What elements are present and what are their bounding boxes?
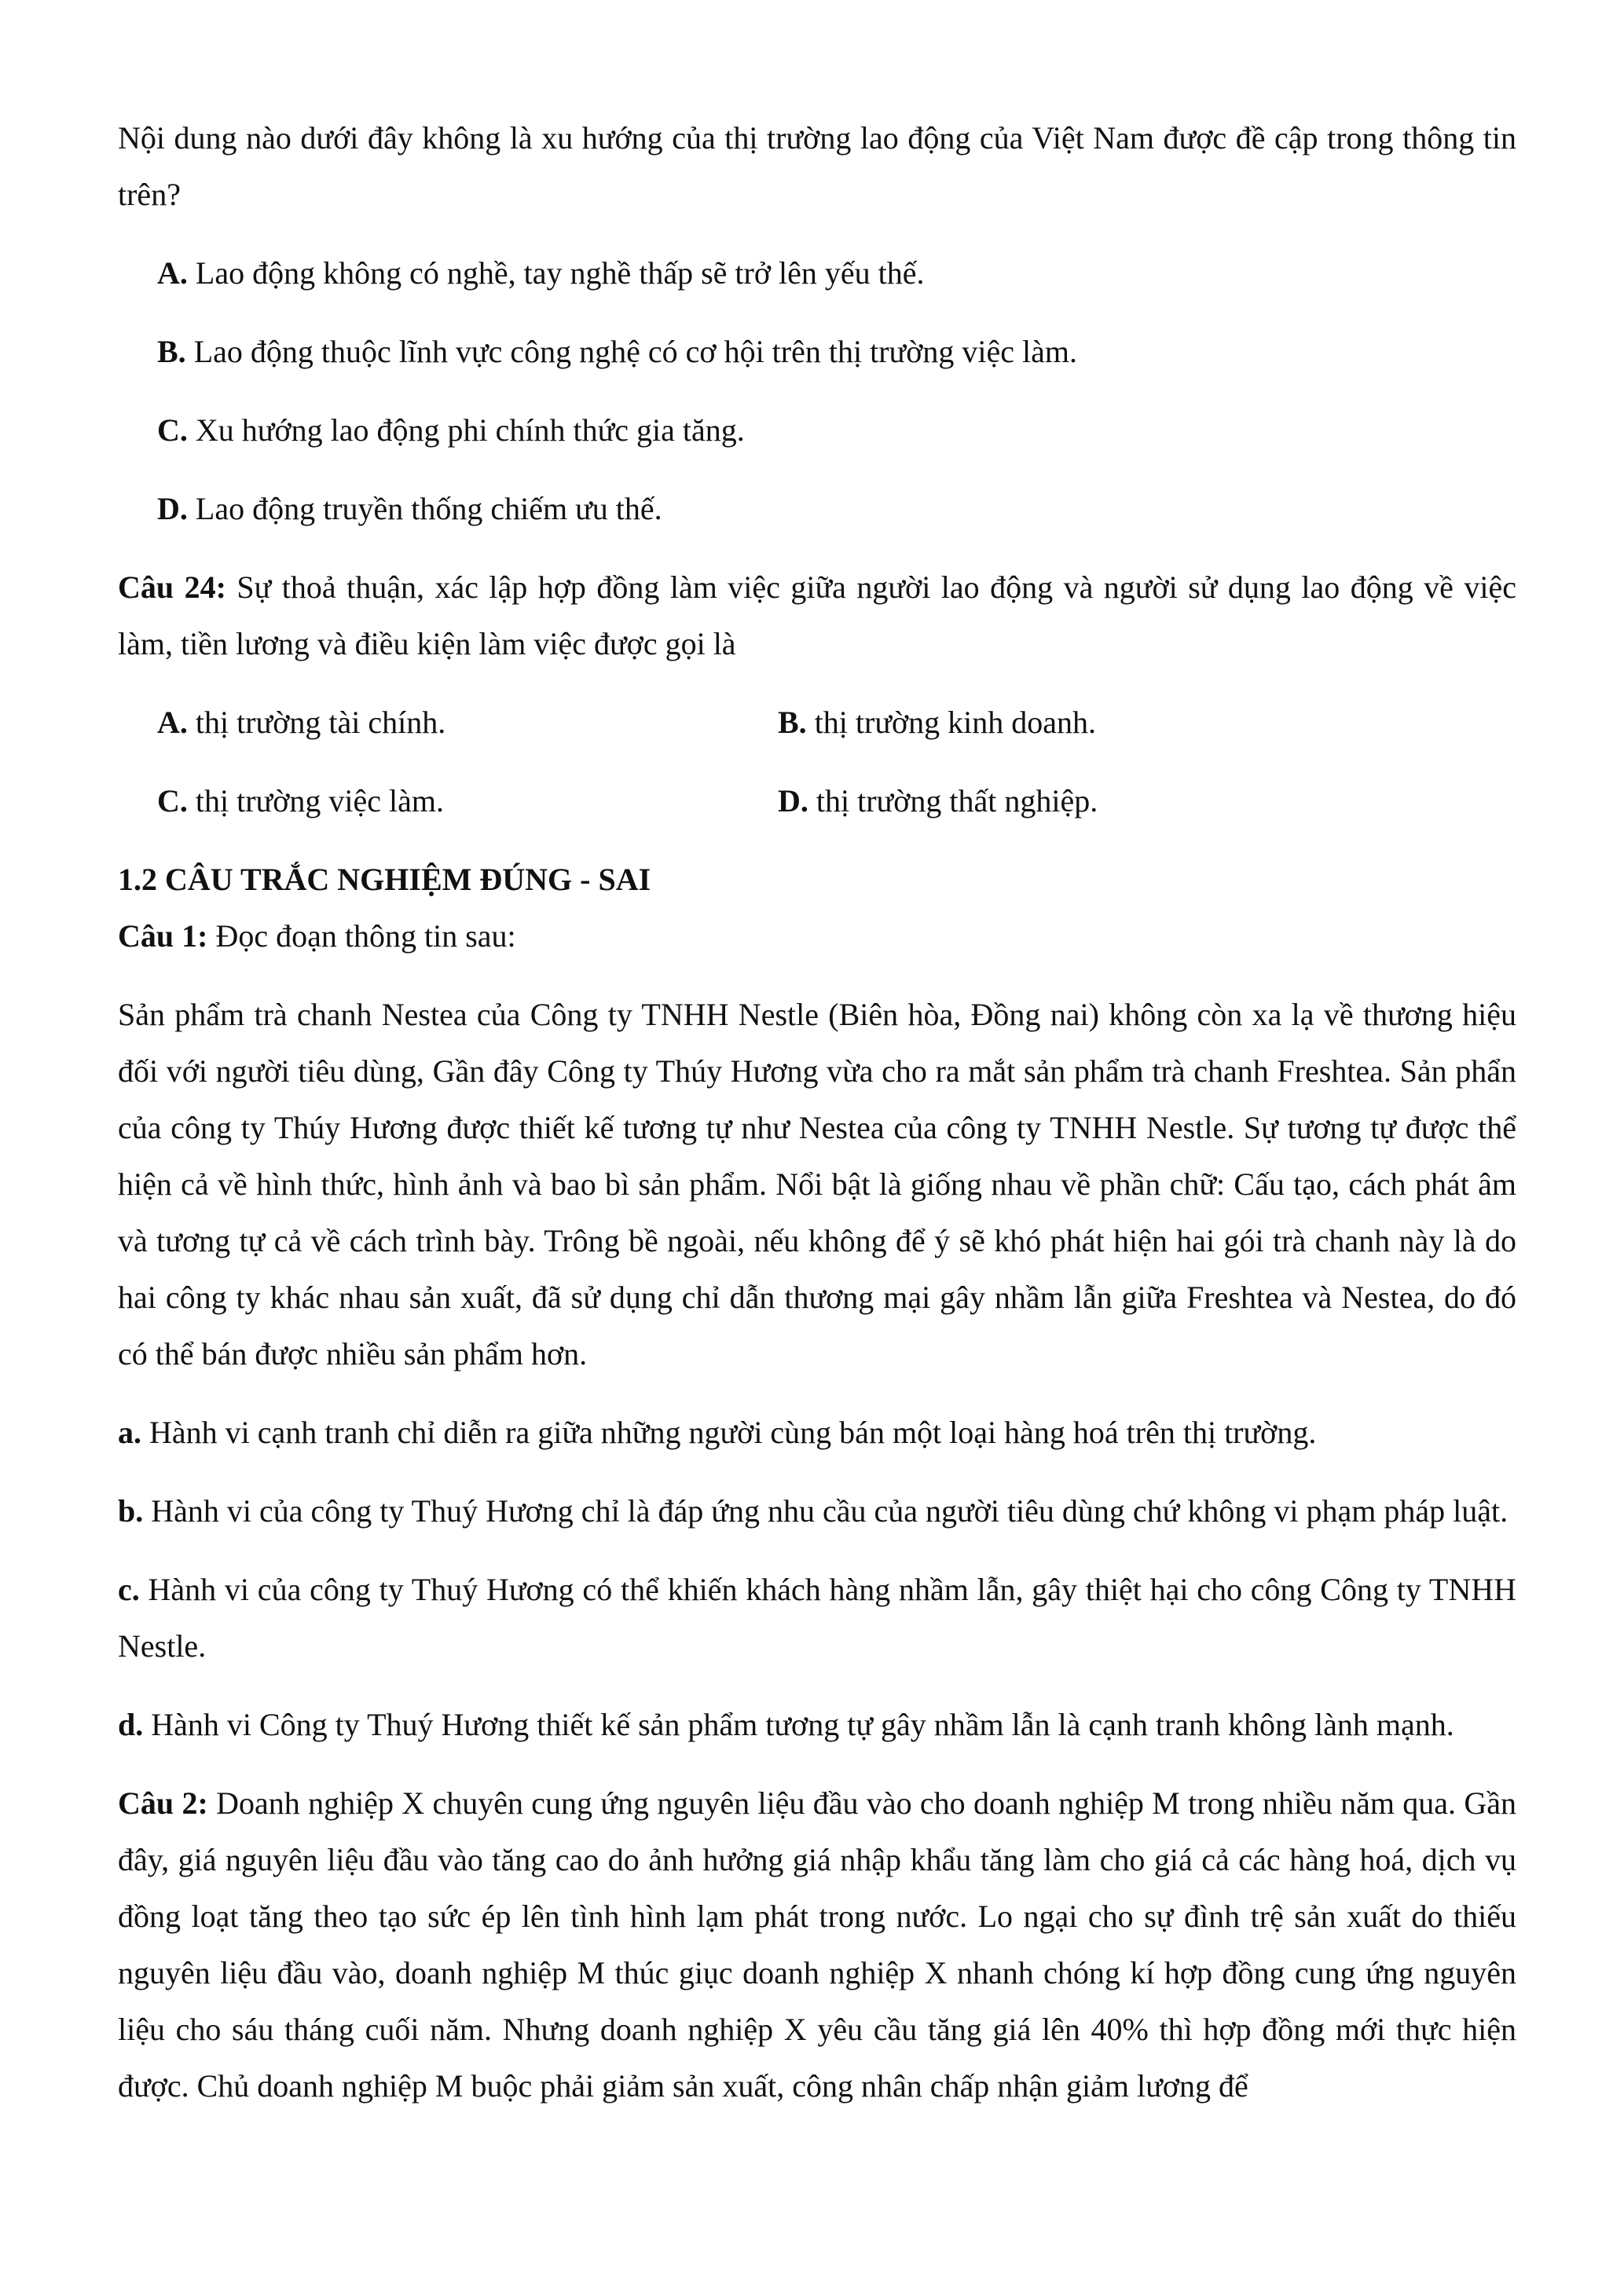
q24-option-c-text: thị trường việc làm. [195, 783, 444, 818]
q24-options [157, 694, 1516, 829]
tf1-statement-b [118, 1483, 1516, 1540]
q24-label: Câu 24: [118, 569, 226, 605]
q24-stem: Sự thoả thuận, xác lập hợp đồng làm việc giữa người lao động và người sử dụng lao động về việc làm, tiền lương và điều kiện làm việc được gọi là [118, 569, 1517, 661]
q23-option-b-text: Lao động thuộc lĩnh vực công nghệ có cơ hội trên thị trường việc làm. [193, 334, 1077, 369]
q23-option-a-text: Lao động không có nghề, tay nghề thấp sẽ trở lên yếu thế. [195, 255, 925, 291]
q23-option-d-text: Lao động truyền thống chiếm ưu thế. [195, 491, 662, 526]
q24-option-d [778, 773, 1516, 829]
q24-option-d-letter: D. [778, 783, 808, 818]
q24-stem-paragraph [118, 559, 1516, 672]
q23-option-c-letter: C. [157, 412, 188, 448]
q24-option-b-letter: B. [778, 705, 807, 740]
tf2-text: Doanh nghiệp X chuyên cung ứng nguyên liệu đầu vào cho doanh nghiệp M trong nhiều năm qua. Gần đây, giá nguyên liệu đầu vào tăng cao do ảnh hưởng giá nhập khẩu tăng làm cho giá cả các hàng hoá, dịch vụ đồng loạt tăng theo tạo sức ép lên tình hình lạm phát trong nước. Lo ngại cho sự đình trệ sản xuất do thiếu nguyên liệu đầu vào, doanh nghiệp M thúc giục doanh nghiệp X nhanh chóng kí hợp đồng cung ứng nguyên liệu cho sáu tháng cuối năm. Nhưng doanh nghiệp X yêu cầu tăng giá lên 40% thì hợp đồng mới thực hiện được. Chủ doanh nghiệp M buộc phải giảm sản xuất, công nhân chấp nhận giảm lương để [118, 1785, 1516, 2104]
q23-option-b-letter: B. [157, 334, 186, 369]
q24-option-c-letter: C. [157, 783, 188, 818]
q24-option-b-text: thị trường kinh doanh. [814, 705, 1097, 740]
q24-option-c [157, 773, 778, 829]
tf2-paragraph [118, 1775, 1516, 2115]
tf1-passage: Sản phẩm trà chanh Nestea của Công ty TNHH Nestle (Biên hòa, Đồng nai) không còn xa lạ về thương hiệu đối với người tiêu dùng, Gần đây Công ty Thúy Hương vừa cho ra mắt sản phẩm trà chanh Freshtea. Sản phẩn của công ty Thúy Hương được thiết kế tương tự như Nestea của công ty TNHH Nestle. Sự tương tự được thể hiện cả về hình thức, hình ảnh và bao bì sản phẩm. Nổi bật là giống nhau về phần chữ: Cấu tạo, cách phát âm và tương tự cả về cách trình bày. Trông bề ngoài, nếu không để ý sẽ khó phát hiện hai gói trà chanh này là do hai công ty khác nhau sản xuất, đã sử dụng chỉ dẫn thương mại gây nhầm lẫn giữa Freshtea và Nestea, do đó có thể bán được nhiều sản phẩm hơn. [118, 997, 1516, 1371]
q23-option-c-text: Xu hướng lao động phi chính thức gia tăng. [195, 412, 745, 448]
q23-option-a-letter: A. [157, 255, 188, 291]
q24-option-a [157, 694, 778, 751]
document-content [118, 110, 1516, 2137]
tf1-statement-c [118, 1562, 1516, 1675]
tf2-label: Câu 2: [118, 1785, 208, 1821]
tf1-statement-d-letter: d. [118, 1707, 144, 1742]
tf1-statement-a-letter: a. [118, 1415, 141, 1450]
q23-option-b [157, 324, 1516, 380]
tf1-statement-b-text: Hành vi của công ty Thuý Hương chỉ là đáp ứng nhu cầu của người tiêu dùng chứ không vi phạm pháp luật. [151, 1493, 1509, 1529]
tf1-label: Câu 1: [118, 918, 208, 954]
q24-option-a-text: thị trường tài chính. [195, 705, 446, 740]
tf1-intro-line [118, 908, 1516, 965]
section-title: 1.2 CÂU TRẮC NGHIỆM ĐÚNG - SAI [118, 862, 651, 897]
tf1-statement-b-letter: b. [118, 1493, 144, 1529]
q24-option-b [778, 694, 1516, 751]
tf1-statement-d [118, 1697, 1516, 1753]
tf1-intro: Đọc đoạn thông tin sau: [215, 918, 516, 954]
q23-option-d [157, 481, 1516, 537]
q24-option-d-text: thị trường thất nghiệp. [816, 783, 1098, 818]
tf1-statement-a [118, 1404, 1516, 1461]
q23-option-d-letter: D. [157, 491, 188, 526]
tf1-statement-c-letter: c. [118, 1572, 140, 1607]
q23-stem: Nội dung nào dưới đây không là xu hướng của thị trường lao động của Việt Nam được đề cập trong thông tin trên? [118, 120, 1516, 212]
q23-option-a [157, 245, 1516, 302]
q24-option-a-letter: A. [157, 705, 188, 740]
q23-option-c [157, 402, 1516, 459]
tf1-statement-d-text: Hành vi Công ty Thuý Hương thiết kế sản phẩm tương tự gây nhầm lẫn là cạnh tranh không lành mạnh. [151, 1707, 1454, 1742]
tf1-statement-c-text: Hành vi của công ty Thuý Hương có thể khiến khách hàng nhầm lẫn, gây thiệt hại cho công Công ty TNHH Nestle. [118, 1572, 1516, 1664]
tf1-statement-a-text: Hành vi cạnh tranh chỉ diễn ra giữa những người cùng bán một loại hàng hoá trên thị trường. [149, 1415, 1317, 1450]
